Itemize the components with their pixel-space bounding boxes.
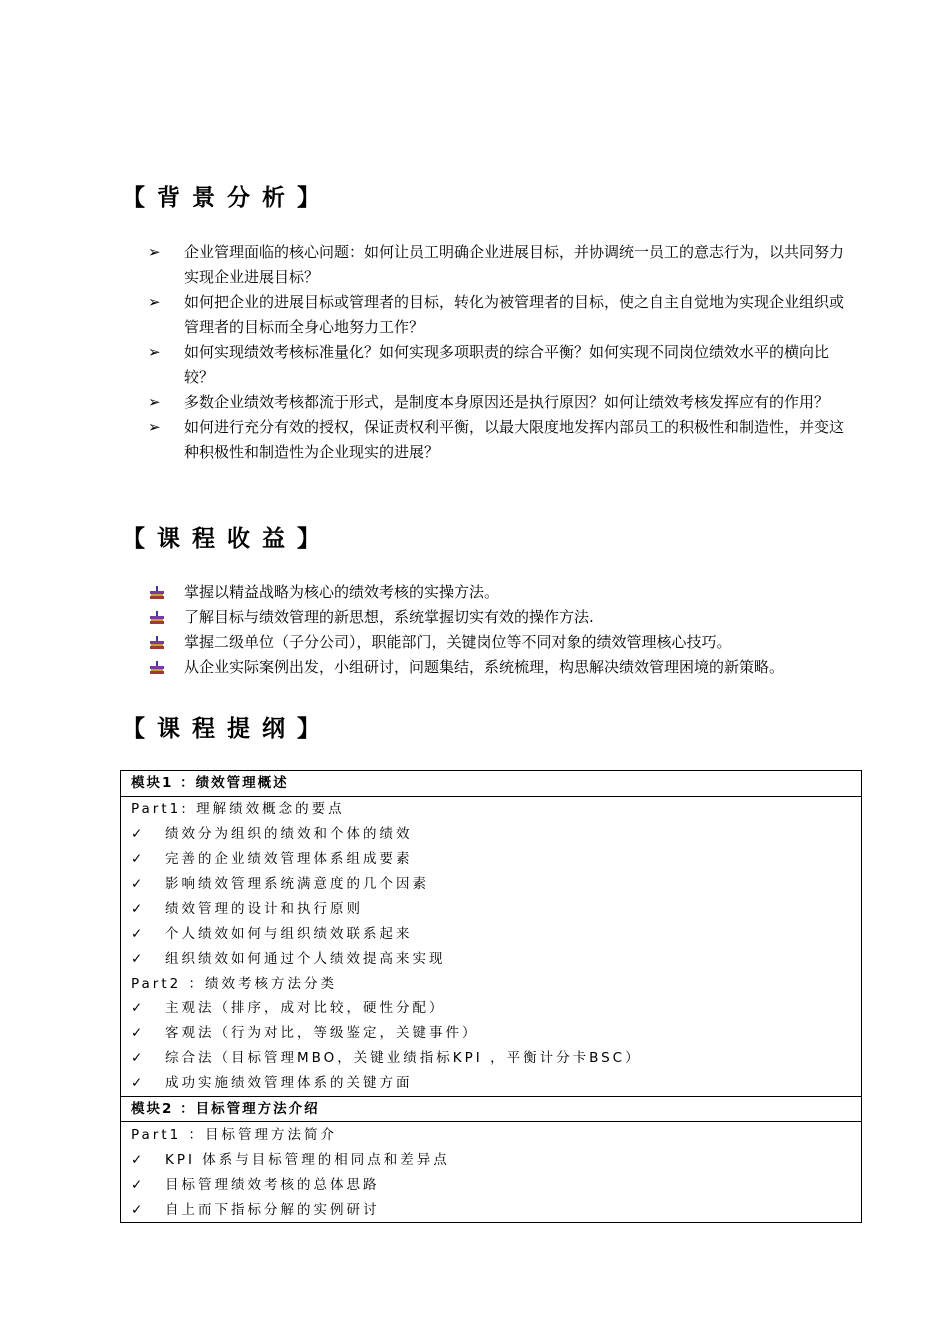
module-text: 模块2 ：目标管理方法介绍 <box>131 1101 320 1118</box>
checkmark-icon: ✓ <box>131 925 143 942</box>
check-text: 影响绩效管理系统满意度的几个因素 <box>165 876 429 892</box>
check-text: 综合法（目标管理MBO，关键业绩指标KPI ，平衡计分卡BSC） <box>165 1050 642 1067</box>
list-item: 从企业实际案例出发，小组研讨，问题集结，系统梳理，构思解决绩效管理困境的新策略。 <box>148 655 858 680</box>
part-row <box>121 971 862 996</box>
table-row <box>121 896 862 921</box>
part-text: Part1: 理解绩效概念的要点 <box>131 801 345 818</box>
part-text: Part2 ：绩效考核方法分类 <box>131 975 338 992</box>
checkmark-icon: ✓ <box>131 1151 143 1168</box>
arrow-bullet-icon: ➢ <box>148 293 161 311</box>
section-title-background: 【背景分析】 <box>122 185 332 211</box>
checkmark-icon: ✓ <box>131 876 143 892</box>
table-row <box>121 996 862 1021</box>
checkmark-icon: ✓ <box>131 900 143 917</box>
table-row <box>121 921 862 946</box>
check-text: 完善的企业绩效管理体系组成要素 <box>165 851 413 868</box>
table-row <box>121 822 862 847</box>
list-item: ➢ 多数企业绩效考核都流于形式，是制度本身原因还是执行原因？如何让绩效考核发挥应有的作用？ <box>148 390 858 415</box>
section-title-benefits: 【课程收益】 <box>122 526 332 552</box>
book-stack-icon <box>150 586 164 599</box>
checkmark-icon: ✓ <box>131 1201 143 1218</box>
arrow-bullet-icon: ➢ <box>148 343 161 361</box>
checkmark-icon: ✓ <box>131 950 143 967</box>
check-text: 自上而下指标分解的实例研讨 <box>165 1201 380 1218</box>
arrow-bullet-icon: ➢ <box>148 393 161 411</box>
section-title-outline: 【课程提纲】 <box>122 716 332 742</box>
checkmark-icon: ✓ <box>131 851 143 868</box>
list-item: ➢ 如何进行充分有效的授权，保证责权利平衡，以最大限度地发挥内部员工的积极性和制造性，并变这种积极性和制造性为企业现实的进展？ <box>148 415 858 465</box>
table-row <box>121 1071 862 1096</box>
list-item: ➢ 如何实现绩效考核标准量化？如何实现多项职责的综合平衡？如何实现不同岗位绩效水平的横向比较？ <box>148 340 858 390</box>
checkmark-icon: ✓ <box>131 1050 143 1067</box>
arrow-bullet-icon: ➢ <box>148 418 161 436</box>
list-item: ➢ 企业管理面临的核心问题：如何让员工明确企业进展目标，并协调统一员工的意志行为，以共同努力实现企业进展目标？ <box>148 240 858 290</box>
check-text: 个人绩效如何与组织绩效联系起来 <box>165 925 413 942</box>
checkmark-icon: ✓ <box>131 826 143 843</box>
arrow-bullet-icon: ➢ <box>148 243 161 261</box>
checkmark-icon: ✓ <box>131 1176 143 1193</box>
list-item: ➢ 如何把企业的进展目标或管理者的目标，转化为被管理者的目标，使之自主自觉地为实现企业组织或管理者的目标而全身心地努力工作？ <box>148 290 858 340</box>
check-text: 组织绩效如何通过个人绩效提高来实现 <box>165 950 446 967</box>
list-item: 掌握以精益战略为核心的绩效考核的实操方法。 <box>148 580 858 605</box>
checkmark-icon: ✓ <box>131 1000 143 1017</box>
part-row <box>121 1122 862 1147</box>
list-item: 了解目标与绩效管理的新思想，系统掌握切实有效的操作方法. <box>148 605 858 630</box>
table-row <box>121 1147 862 1172</box>
checkmark-icon: ✓ <box>131 1075 143 1092</box>
check-text: 成功实施绩效管理体系的关键方面 <box>165 1075 413 1092</box>
book-stack-icon <box>150 611 164 624</box>
table-row <box>121 872 862 897</box>
benefits-list <box>148 580 858 680</box>
check-text: 客观法（行为对比，等级鉴定，关键事件） <box>165 1025 479 1042</box>
checkmark-icon: ✓ <box>131 1025 143 1042</box>
book-stack-icon <box>150 661 164 674</box>
book-stack-icon <box>150 636 164 649</box>
check-text: 主观法（排序，成对比较，硬性分配） <box>165 1000 446 1017</box>
module-text: 模块1 ：绩效管理概述 <box>131 775 289 792</box>
background-list <box>148 240 858 465</box>
check-text: KPI 体系与目标管理的相同点和差异点 <box>165 1151 450 1168</box>
part-row <box>121 796 862 821</box>
table-row <box>121 1021 862 1046</box>
check-text: 绩效分为组织的绩效和个体的绩效 <box>165 826 413 843</box>
outline-table <box>120 770 862 1223</box>
check-text: 目标管理绩效考核的总体思路 <box>165 1176 380 1193</box>
table-row <box>121 1172 862 1197</box>
table-row <box>121 1197 862 1222</box>
list-item: 掌握二级单位（子分公司），职能部门，关键岗位等不同对象的绩效管理核心技巧。 <box>148 630 858 655</box>
table-row <box>121 1046 862 1071</box>
module-row <box>121 771 862 797</box>
check-text: 绩效管理的设计和执行原则 <box>165 900 363 917</box>
part-text: Part1 ：目标管理方法简介 <box>131 1126 338 1143</box>
table-row <box>121 847 862 872</box>
table-row <box>121 946 862 971</box>
module-row <box>121 1096 862 1122</box>
